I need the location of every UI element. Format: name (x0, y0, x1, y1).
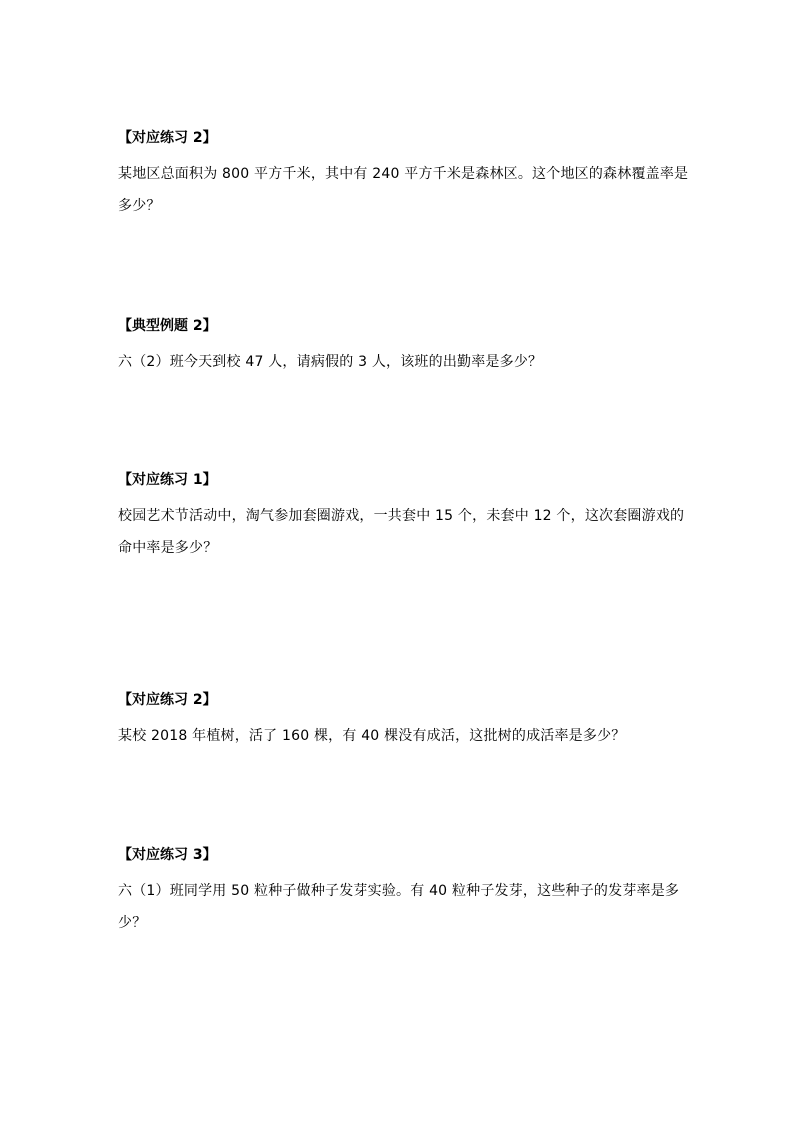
exercise-heading: 【对应练习 2】 (118, 130, 217, 146)
example-block (118, 316, 690, 378)
exercise-heading: 【对应练习 1】 (118, 472, 217, 488)
exercise-block (118, 128, 690, 222)
exercise-question: 某校 2018 年植树，活了 160 棵，有 40 棵没有成活，这批树的成活率是多少？ (118, 728, 626, 744)
exercise-question: 某地区总面积为 800 平方千米，其中有 240 平方千米是森林区。这个地区的森林覆盖率是多少？ (118, 166, 689, 214)
exercise-block (118, 845, 690, 939)
exercise-block (118, 690, 690, 752)
exercise-heading: 【对应练习 2】 (118, 692, 217, 708)
exercise-heading: 【对应练习 3】 (118, 847, 217, 863)
example-heading: 【典型例题 2】 (118, 318, 217, 334)
exercise-question: 六（1）班同学用 50 粒种子做种子发芽实验。有 40 粒种子发芽，这些种子的发芽率是多少？ (118, 883, 680, 931)
exercise-block (118, 470, 690, 564)
example-question: 六（2）班今天到校 47 人，请病假的 3 人，该班的出勤率是多少？ (118, 354, 543, 370)
exercise-question: 校园艺术节活动中，淘气参加套圈游戏，一共套中 15 个，未套中 12 个，这次套圈游戏的命中率是多少？ (118, 508, 685, 556)
